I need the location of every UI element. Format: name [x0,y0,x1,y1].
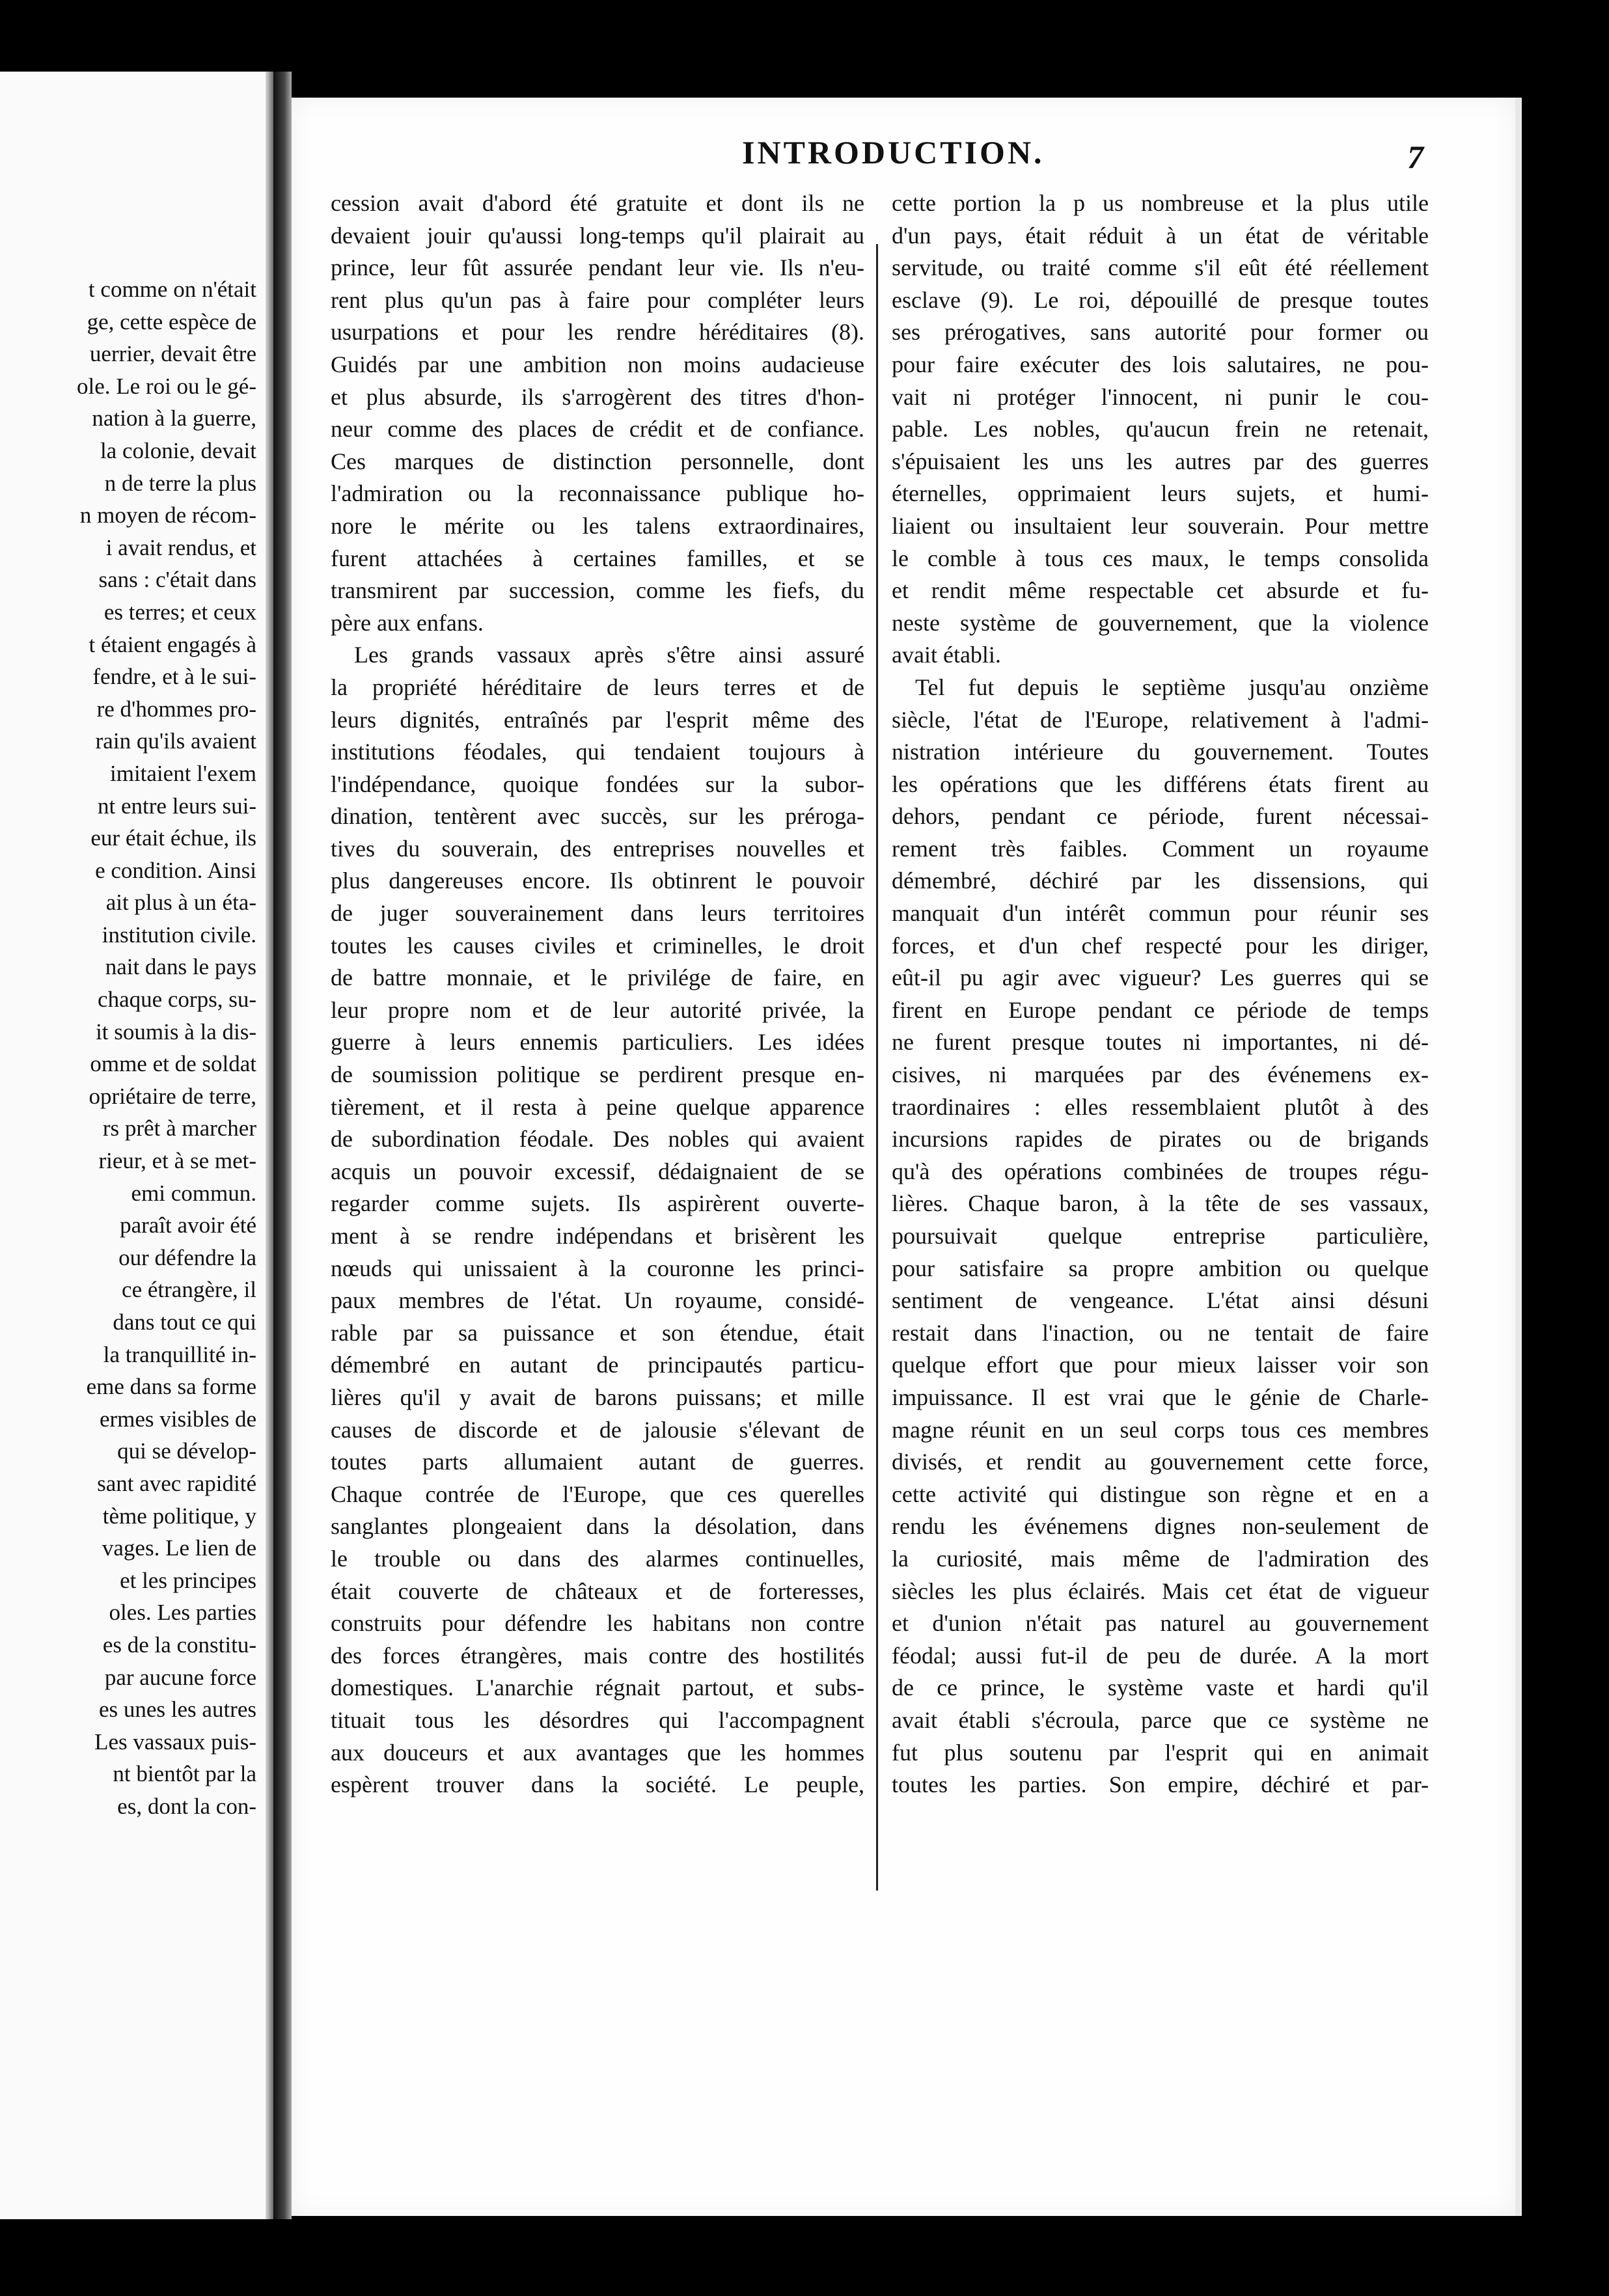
text-line: sant avec rapidité [97,1470,256,1496]
text-line: neste système de gouvernement, que la violence [892,609,1429,636]
text-line: our défendre la [118,1244,256,1270]
text-line: magne réunit en un seul corps tous ces membres [892,1416,1429,1443]
text-line: institution civile. [102,922,256,948]
text-line: rable par sa puissance et son étendue, était [331,1319,864,1346]
text-line: la propriété héréditaire de leurs terres et de [331,674,864,700]
text-line: pour satisfaire sa propre ambition ou quelque [892,1255,1429,1281]
text-line: l'indépendance, quoique fondées sur la subor- [331,771,864,797]
text-line: père aux enfans. [331,609,484,636]
previous-page-edge [266,72,273,2219]
text-line: cisives, ni marquées par des événemens ex- [892,1061,1429,1088]
text-line: tème politique, y [102,1503,256,1529]
text-line: plus dangereuses encore. Ils obtinrent le pouvoir [331,868,864,894]
text-line: cette portion la p us nombreuse et la plus utile [892,190,1429,216]
text-line: tives du souverain, des entreprises nouvelles et [331,835,864,862]
text-line: fendre, et à le sui- [92,664,256,690]
text-line: impuissance. Il est vrai que le génie de Charle- [892,1384,1429,1410]
text-line: avait établi. [892,642,1001,668]
text-line: nt bientôt par la [113,1761,256,1787]
text-line: Tel fut depuis le septième jusqu'au onzième [915,674,1429,700]
text-line: cession avait d'abord été gratuite et dont ils ne [331,190,864,216]
text-line: causes de discorde et de jalousie s'élevant de [331,1416,864,1443]
text-line: et les principes [120,1567,256,1593]
text-line: sans : c'était dans [98,567,256,593]
text-line: i avait rendus, et [105,534,256,560]
text-line: omme et de soldat [90,1051,256,1077]
text-line: ses prérogatives, sans autorité pour former ou [892,319,1429,346]
text-line: institutions féodales, qui tendaient toujours à [331,739,864,765]
running-title: INTRODUCTION. [742,134,1045,171]
text-line: firent en Europe pendant ce période de temps [892,996,1429,1023]
text-line: nore le mérite ou les talens extraordinaires, [331,512,864,539]
text-line: de ce prince, le système vaste et hardi qu'il [892,1674,1429,1701]
text-line: lières. Chaque baron, à la tête de ses vassaux, [892,1190,1429,1217]
text-line: Guidés par une ambition non moins audacieuse [331,351,864,377]
text-line: le trouble ou dans des alarmes continuelles, [331,1545,864,1572]
text-line: traordinaires : elles ressemblaient plutôt à des [892,1093,1429,1120]
text-line: rent plus qu'un pas à faire pour compléter leurs [331,286,864,313]
text-line: le comble à tous ces maux, le temps consolida [892,545,1429,571]
text-line: manquait d'un intérêt commun pour réunir ses [892,900,1429,927]
text-line: nait dans le pays [105,954,256,980]
text-line: ne furent presque toutes ni importantes, ni dé- [892,1029,1429,1056]
text-line: nation à la guerre, [92,405,256,431]
text-line: des forces étrangères, mais contre des hostilités [331,1642,864,1669]
text-line: liaient ou insultaient leur souverain. Pour mettre [892,512,1429,539]
column-divider-rule [876,244,878,1891]
text-line: siècle, l'état de l'Europe, relativement à l'admi- [892,706,1429,733]
text-line: Les vassaux puis- [94,1729,256,1755]
text-line: de soumission politique se perdirent presque en- [331,1061,864,1088]
text-line: furent attachées à certaines familles, et se [331,545,864,571]
text-line: esclave (9). Le roi, dépouillé de presque toutes [892,286,1429,313]
text-line: ait plus à un éta- [105,890,256,916]
text-line: leur propre nom et de leur autorité privée, la [331,996,864,1023]
previous-page-fragment [0,72,273,2219]
text-line: toutes les causes civiles et criminelles, le droit [331,932,864,959]
text-line: t étaient engagés à [89,631,256,657]
left-page-text-column [0,273,256,1823]
text-line: neur comme des places de crédit et de confiance. [331,416,864,443]
text-line: s'épuisaient les uns les autres par des guerres [892,448,1429,474]
text-line: prince, leur fût assurée pendant leur vie. Ils n'eu- [331,254,864,281]
text-line: espèrent trouver dans la société. Le peuple, [331,1771,864,1798]
text-line: paux membres de l'état. Un royaume, considé- [331,1287,864,1314]
text-line: rieur, et à se met- [98,1148,256,1174]
text-line: éternelles, opprimaient leurs sujets, et humi- [892,480,1429,507]
text-line: vages. Le lien de [102,1535,256,1561]
text-line: de battre monnaie, et le privilége de faire, en [331,964,864,991]
text-line: nt entre leurs sui- [98,793,256,819]
text-line: dination, tentèrent avec succès, sur les préroga- [331,803,864,830]
text-line: opriétaire de terre, [89,1083,256,1109]
text-line: uerrier, devait être [89,341,256,367]
text-line: re d'hommes pro- [96,696,256,722]
text-line: poursuivait quelque entreprise particulière, [892,1223,1429,1249]
text-line: sanglantes plongeaient dans la désolation, dans [331,1513,864,1540]
text-line: sentiment de vengeance. L'état ainsi désuni [892,1287,1429,1314]
text-line: siècles les plus éclairés. Mais cet état de vigueur [892,1578,1429,1604]
text-line: es terres; et ceux [103,599,256,625]
text-line: aux douceurs et aux avantages que les hommes [331,1739,864,1766]
text-line: eur était échue, ils [90,825,256,851]
text-line: nistration intérieure du gouvernement. Toutes [892,739,1429,765]
text-line: rendu les événemens dignes non-seulement de [892,1513,1429,1540]
text-line: n moyen de récom- [79,502,256,528]
text-line: ole. Le roi ou le gé- [76,373,256,399]
text-line: dans tout ce qui [113,1309,256,1335]
text-line: féodal; aussi fut-il de peu de durée. A la mort [892,1642,1429,1669]
text-line: incursions rapides de pirates ou de brigands [892,1126,1429,1153]
text-line: démembré en autant de principautés particu- [331,1352,864,1378]
text-line: était couverte de châteaux et de forteresses, [331,1578,864,1604]
text-line: servitude, ou traité comme s'il eût été réellement [892,254,1429,281]
text-line: et d'union n'était pas naturel au gouvernement [892,1610,1429,1637]
page-number: 7 [1407,139,1423,175]
text-line: la colonie, devait [100,437,256,463]
text-line: transmirent par succession, comme les fiefs, du [331,577,864,604]
text-line: t comme on n'était [88,277,256,302]
text-line: leurs dignités, entraînés par l'esprit même des [331,706,864,733]
text-line: forces, et d'un chef respecté pour les diriger, [892,932,1429,959]
text-line: ermes visibles de [99,1406,256,1432]
text-line: rement très faibles. Comment un royaume [892,835,1429,862]
text-line: chaque corps, su- [98,987,256,1013]
text-line: Chaque contrée de l'Europe, que ces querelles [331,1481,864,1507]
text-line: d'un pays, était réduit à un état de véritable [892,222,1429,249]
text-column-right [892,187,1429,1801]
text-line: divisés, et rendit au gouvernement cette force, [892,1449,1429,1475]
text-line: construits pour défendre les habitans non contre [331,1610,864,1637]
text-line: quelque effort que pour mieux laisser voir son [892,1352,1429,1378]
text-line: de subordination féodale. Des nobles qui avaient [331,1126,864,1153]
text-line: tièrement, et il resta à peine quelque apparence [331,1093,864,1120]
text-line: démembré, déchiré par les dissensions, qui [892,868,1429,894]
text-line: Ces marques de distinction personnelle, dont [331,448,864,474]
book-gutter [273,72,292,2219]
text-line: n de terre la plus [104,470,256,496]
text-line: les opérations que les différens états firent au [892,771,1429,797]
text-line: tituait tous les désordres qui l'accompagnent [331,1706,864,1733]
text-line: rs prêt à marcher [102,1115,256,1141]
text-line: et plus absurde, ils s'arrogèrent des titres d'hon- [331,383,864,410]
text-line: pable. Les nobles, qu'aucun frein ne retenait, [892,416,1429,443]
text-line: lières qu'il y avait de barons puissans; et mille [331,1384,864,1410]
text-line: la curiosité, mais même de l'admiration des [892,1545,1429,1572]
text-line: dehors, pendant ce période, furent nécessai- [892,803,1429,830]
text-line: vait ni protéger l'innocent, ni punir le cou- [892,383,1429,410]
text-line: es de la constitu- [102,1632,256,1658]
text-line: toutes parts allumaient autant de guerres. [331,1449,864,1475]
text-column-left [331,187,864,1801]
text-line: de juger souverainement dans leurs territoires [331,900,864,927]
text-line: emi commun. [131,1180,256,1206]
main-page-edge [1515,98,1522,2216]
text-line: acquis un pouvoir excessif, dédaignaient de se [331,1158,864,1184]
text-line: la tranquillité in- [103,1341,256,1367]
text-line: imitaient l'exem [110,760,256,786]
text-line: nœuds qui unissaient à la couronne les princi- [331,1255,864,1281]
text-line: rain qu'ils avaient [95,728,256,754]
text-line: e condition. Ainsi [95,857,256,883]
text-line: regarder comme sujets. Ils aspirèrent ouverte- [331,1190,864,1217]
text-line: l'admiration ou la reconnaissance publique ho- [331,480,864,507]
text-line: ment à se rendre indépendans et brisèrent les [331,1223,864,1249]
text-line: paraît avoir été [120,1212,256,1238]
text-line: eût-il pu agir avec vigueur? Les guerres qui se [892,964,1429,991]
text-line: toutes les parties. Son empire, déchiré et par- [892,1771,1429,1798]
text-line: et rendit même respectable cet absurde et fu- [892,577,1429,604]
text-line: es, dont la con- [117,1793,256,1819]
text-line: it soumis à la dis- [96,1018,256,1045]
text-line: domestiques. L'anarchie régnait partout, et subs- [331,1674,864,1701]
text-line: fut plus soutenu par l'esprit qui en animait [892,1739,1429,1766]
text-line: par aucune force [104,1664,256,1690]
text-line: Les grands vassaux après s'être ainsi assuré [354,642,864,668]
text-line: guerre à leurs ennemis particuliers. Les idées [331,1029,864,1056]
text-line: usurpations et pour les rendre héréditaires (8). [331,319,864,346]
text-line: ce étrangère, il [122,1277,256,1303]
text-line: devaient jouir qu'aussi long-temps qu'il plairait au [331,222,864,249]
text-line: es unes les autres [98,1697,256,1723]
text-line: ge, cette espèce de [87,308,256,335]
text-line: pour faire exécuter des lois salutaires, ne pou- [892,351,1429,377]
text-line: qu'à des opérations combinées de troupes régu- [892,1158,1429,1184]
text-line: qui se dévelop- [117,1438,256,1464]
text-line: oles. Les parties [109,1600,256,1626]
text-line: eme dans sa forme [86,1374,256,1400]
text-line: restait dans l'inaction, ou ne tentait de faire [892,1319,1429,1346]
text-line: cette activité qui distingue son règne et en a [892,1481,1429,1507]
text-line: avait établi s'écroula, parce que ce système ne [892,1706,1429,1733]
